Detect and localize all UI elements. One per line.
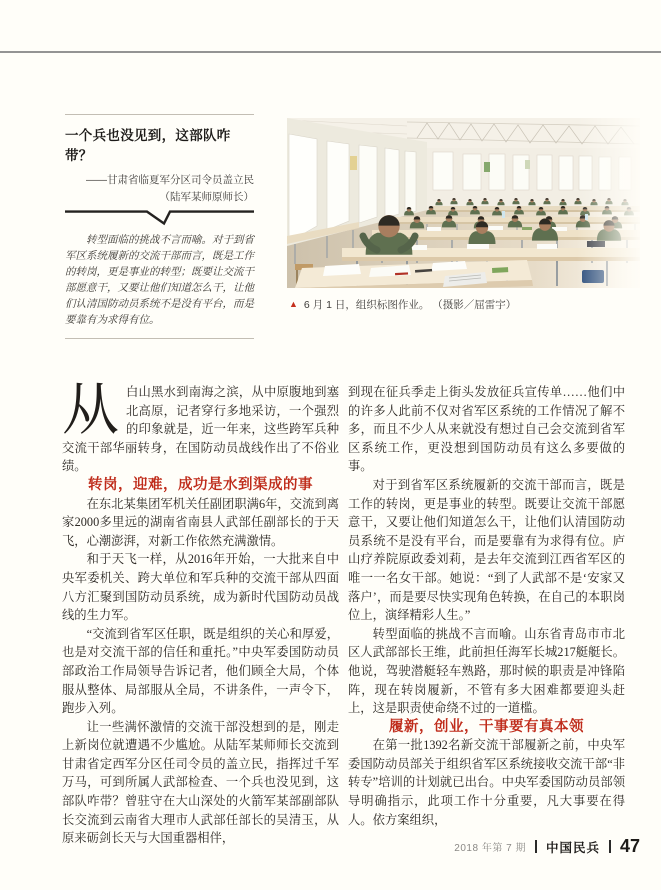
speech-bubble-rule bbox=[65, 210, 254, 226]
paragraph: “交流到省军区任职，既是组织的关心和厚爱，也是对交流干部的信任和重托。”中央军委国防动员部政治工作局领导告诉记者，他们顾全大局，个体服从整体、局部服从全局，不讲条件，一声令下，跑步入列。 bbox=[62, 626, 339, 716]
classroom-illustration bbox=[287, 118, 640, 288]
quote-body: 转型面临的挑战不言而喻。对于到省军区系统履新的交流干部而言，既是工作的转岗，更是事业的转型；既要让交流干部愿意干，又要让他们知道怎么干，让他们认清国防动员系统不是没有平台，而是要靠有为求得有位。 bbox=[65, 235, 254, 326]
caption-arrow-icon: ▲ bbox=[289, 299, 298, 309]
pull-quote-box bbox=[65, 114, 254, 339]
article-right-column bbox=[348, 383, 625, 829]
footer-page-number: 47 bbox=[619, 836, 640, 856]
paragraph: 转型面临的挑战不言而喻。山东省青岛市市北区人武部部长王维，此前担任海军长城217艇艇长。他说，驾驶潜艇轻车熟路，那时候的职责是冲锋陷阵，现在转岗履新，不管有多大困难都要迎头赶上，这是职责使命绕不过的一道槛。 bbox=[348, 626, 625, 716]
footer-issue: 2018 年第 7 期 bbox=[454, 843, 526, 854]
quote-attribution bbox=[65, 172, 254, 206]
caption-text: 6 月 1 日，组织标图作业。 （摄影／屈雷宇） bbox=[303, 299, 517, 311]
opening-paragraph bbox=[62, 379, 339, 476]
page-top-rule bbox=[0, 51, 661, 53]
paragraph: 在第一批1392名新交流干部履新之前，中央军委国防动员部关于组织省军区系统接收交流干部“非转专”培训的计划就已出台。中央军委国防动员部领导明确指示，此项工作十分重要，凡大事要在得人。依方案组织， bbox=[348, 738, 625, 827]
quote-attribution-line1: ——甘肃省临夏军分区司令员盖立民 bbox=[86, 174, 254, 186]
photo-caption bbox=[289, 297, 629, 312]
paragraph: 和于天飞一样，从2016年开始，一大批来自中央军委机关、跨大单位和军兵种的交流干部从四面八方汇聚到国防动员系统，成为新时代国防动员战线的生力军。 bbox=[62, 552, 339, 623]
section-heading-2: 履新，创业，干事要有真本领 bbox=[389, 718, 584, 735]
page-footer bbox=[454, 836, 640, 857]
section-heading-1: 转岗，迎难，成功是水到渠成的事 bbox=[88, 476, 313, 493]
quote-top-rule bbox=[65, 114, 254, 115]
quote-attribution-line2: （陆军某师原师长） bbox=[159, 191, 254, 203]
paragraph-continuation: 到现在征兵季走上街头发放征兵宣传单……他们中的许多人此前不仅对省军区系统的工作情况了解不多，而且不少人从来就没有想过自己会交流到省军区系统工作，更没想到国防动员有这么多要做的事。 bbox=[348, 385, 625, 474]
quote-bottom-rule bbox=[65, 338, 254, 339]
paragraph: 在东北某集团军机关任副团职满6年，交流到离家2000多里远的湖南省南县人武部任副部长的于天飞，心潮澎湃，对新工作依然充满激情。 bbox=[62, 496, 339, 548]
photo-classroom bbox=[287, 118, 640, 288]
paragraph: 对于到省军区系统履新的交流干部而言，既是工作的转岗，更是事业的转型。既要让交流干部愿意干，又要让他们知道怎么干，让他们认清国防动员系统不是没有平台，而是要靠有为求得有位。庐山疗养院原政委刘莉，是去年交流到江西省军区的唯一一名女干部。她说：“到了人武部不是‘安家又落户’，而是要尽快实现角色转换，在自己的本职岗位上，演绎精彩人生。” bbox=[348, 477, 625, 623]
footer-divider-icon bbox=[609, 840, 611, 853]
drop-cap: 从 bbox=[62, 379, 119, 442]
quote-title: 一个兵也没见到，这部队咋带？ bbox=[65, 128, 231, 163]
paragraph: 让一些满怀激情的交流干部没想到的是，刚走上新岗位就遭遇不少尴尬。从陆军某师师长交流到甘肃省定西军分区任司令员的盖立民，指挥过千军万马，可到所属人武部检查、一个兵也没见到，这部队咋带？曾驻守在大山深处的火箭军某部副部队长交流到云南省大理市人武部任部长的吴清玉，从原来砺剑长天与大国重器相伴， bbox=[62, 719, 339, 846]
footer-magazine-title: 中国民兵 bbox=[545, 840, 600, 855]
opening-text: 白山黑水到南海之滨，从中原腹地到塞北高原，记者穿行多地采访，一个强烈的印象就是，近一年来，这些跨军兵种交流干部华丽转身，在国防动员战线作出了不俗业绩。 bbox=[62, 385, 339, 474]
footer-divider-icon bbox=[535, 840, 537, 853]
article-left-column bbox=[62, 379, 339, 848]
